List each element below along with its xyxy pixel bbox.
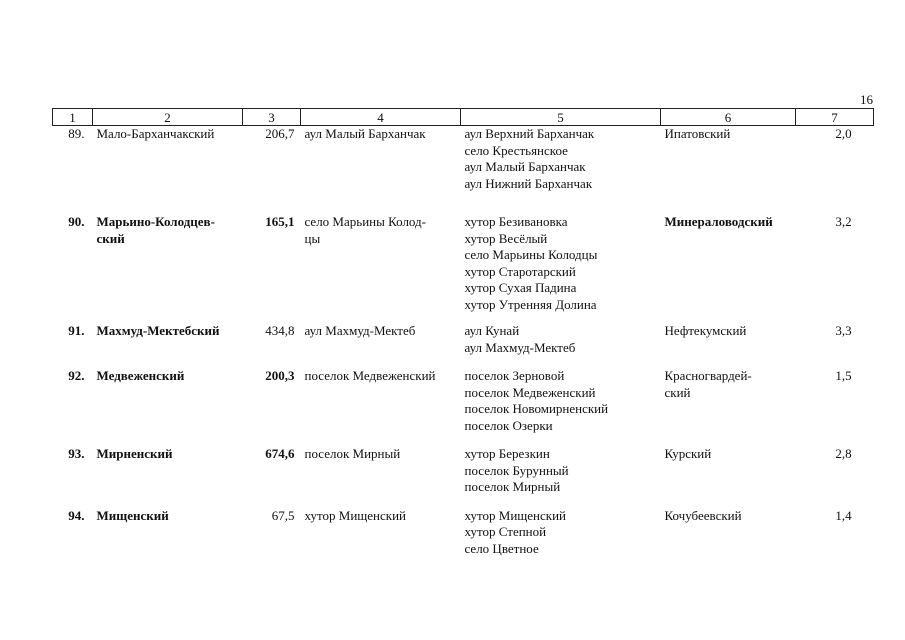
- district-name: [661, 368, 796, 446]
- density-value-text: 1,4: [835, 507, 852, 523]
- density-value: [796, 508, 874, 558]
- row-number-text: 94.: [68, 507, 85, 523]
- table-row: [53, 126, 874, 215]
- municipality-name-line: Марьино-Колодцев-: [96, 214, 215, 229]
- settlement-list-line: поселок Озерки: [464, 417, 553, 433]
- area-value: [243, 126, 301, 215]
- table-row: [53, 214, 874, 323]
- density-value: [796, 126, 874, 215]
- column-header-3: 3: [243, 109, 301, 126]
- settlement-list-line: аул Нижний Барханчак: [464, 175, 593, 191]
- area-value-text: 674,6: [265, 446, 295, 461]
- column-header-1: 1: [53, 109, 93, 126]
- district-name-line: Ипатовский: [664, 126, 731, 141]
- district-name-line: Красногвардей-: [664, 368, 752, 383]
- settlement-list-line: хутор Старотарский: [464, 263, 576, 279]
- settlement-list: [461, 368, 661, 446]
- settlement-list-line: хутор Березкин: [464, 446, 550, 461]
- table-row: [53, 323, 874, 368]
- column-header-2: 2: [93, 109, 243, 126]
- row-number: [53, 323, 93, 368]
- settlement-list-line: аул Малый Барханчак: [464, 159, 586, 174]
- row-number-text: 89.: [68, 126, 85, 141]
- municipality-name: [93, 508, 243, 558]
- settlement-list-line: село Марьины Колодцы: [464, 247, 598, 262]
- area-value: [243, 508, 301, 558]
- settlement-list-line: аул Кунай: [464, 323, 520, 338]
- settlement-list-line: поселок Медвеженский: [464, 384, 596, 400]
- density-value-text: 3,3: [835, 323, 852, 338]
- settlement-list-line: хутор Утренняя Долина: [464, 296, 597, 312]
- area-value-text: 434,8: [265, 323, 295, 338]
- column-header-5: 5: [461, 109, 661, 126]
- row-number-text: 91.: [68, 323, 85, 338]
- admin-center-line: аул Махмуд-Мектеб: [304, 323, 416, 338]
- row-number: [53, 214, 93, 323]
- settlement-list-line: село Крестьянское: [464, 142, 568, 158]
- row-number: [53, 508, 93, 558]
- municipality-name-line: Мало-Барханчакский: [96, 126, 215, 141]
- settlement-list-line: хутор Безивановка: [464, 214, 568, 229]
- area-value-text: 165,1: [265, 214, 295, 229]
- settlement-list-line: поселок Зерновой: [464, 368, 565, 383]
- area-value-text: 206,7: [265, 126, 295, 141]
- settlements-table: [52, 108, 874, 557]
- district-name: [661, 323, 796, 368]
- area-value-text: 200,3: [265, 368, 295, 383]
- settlement-list-line: село Цветное: [464, 540, 539, 556]
- settlement-list-line: хутор Сухая Падина: [464, 280, 577, 295]
- admin-center: [301, 214, 461, 323]
- municipality-name: [93, 323, 243, 368]
- area-value: [243, 214, 301, 323]
- settlement-list-line: аул Махмуд-Мектеб: [464, 339, 576, 355]
- admin-center: [301, 446, 461, 508]
- municipality-name-line: ский: [96, 230, 125, 246]
- row-number: [53, 446, 93, 508]
- settlement-list: [461, 508, 661, 558]
- district-name-line: Минераловодский: [664, 214, 773, 229]
- settlement-list: [461, 214, 661, 323]
- settlement-list: [461, 446, 661, 508]
- admin-center-line: поселок Мирный: [304, 446, 401, 461]
- page-number: 16: [860, 92, 873, 107]
- area-value-text: 67,5: [271, 507, 295, 523]
- district-name-line: Кочубеевский: [664, 507, 742, 523]
- density-value-text: 3,2: [835, 214, 852, 229]
- table-row: [53, 508, 874, 558]
- district-name-line: Нефтекумский: [664, 323, 747, 338]
- area-value: [243, 446, 301, 508]
- density-value-text: 2,8: [835, 446, 852, 461]
- admin-center: [301, 368, 461, 446]
- column-header-7: 7: [796, 109, 874, 126]
- settlement-list-line: аул Верхний Барханчак: [464, 126, 595, 141]
- area-value: [243, 323, 301, 368]
- table-body: [53, 126, 874, 558]
- admin-center: [301, 126, 461, 215]
- district-name-line: ский: [664, 384, 691, 400]
- table-row: [53, 446, 874, 508]
- admin-center-line: аул Малый Барханчак: [304, 126, 426, 141]
- settlement-list-line: хутор Мищенский: [464, 507, 567, 523]
- density-value: [796, 214, 874, 323]
- density-value-text: 1,5: [835, 368, 852, 383]
- admin-center-line: село Марьины Колод-: [304, 214, 427, 229]
- settlement-list: [461, 126, 661, 215]
- district-name: [661, 214, 796, 323]
- settlement-list-line: поселок Новомирненский: [464, 401, 609, 416]
- column-header-6: 6: [661, 109, 796, 126]
- density-value: [796, 368, 874, 446]
- area-value: [243, 368, 301, 446]
- row-number: [53, 126, 93, 215]
- district-name: [661, 126, 796, 215]
- settlement-list-line: поселок Бурунный: [464, 462, 569, 478]
- column-number-header-row: [53, 109, 874, 126]
- density-value: [796, 323, 874, 368]
- settlement-list-line: поселок Мирный: [464, 479, 561, 494]
- district-name: [661, 508, 796, 558]
- admin-center: [301, 508, 461, 558]
- municipality-name: [93, 214, 243, 323]
- settlement-list: [461, 323, 661, 368]
- column-header-4: 4: [301, 109, 461, 126]
- municipality-name-line: Махмуд-Мектебский: [96, 323, 220, 338]
- municipality-name: [93, 368, 243, 446]
- settlement-list-line: хутор Степной: [464, 524, 547, 539]
- settlement-list-line: хутор Весёлый: [464, 230, 548, 246]
- row-number-text: 93.: [68, 446, 85, 461]
- admin-center-line: хутор Мищенский: [304, 507, 407, 523]
- row-number-text: 92.: [68, 368, 85, 383]
- admin-center: [301, 323, 461, 368]
- density-value: [796, 446, 874, 508]
- admin-center-line: поселок Медвеженский: [304, 368, 436, 383]
- district-name-line: Курский: [664, 446, 712, 461]
- row-number: [53, 368, 93, 446]
- district-name: [661, 446, 796, 508]
- municipality-name-line: Мищенский: [96, 507, 169, 523]
- municipality-name: [93, 126, 243, 215]
- density-value-text: 2,0: [835, 126, 852, 141]
- municipality-name-line: Медвеженский: [96, 368, 185, 383]
- municipality-name: [93, 446, 243, 508]
- table-row: [53, 368, 874, 446]
- row-number-text: 90.: [68, 214, 85, 229]
- admin-center-line: цы: [304, 230, 321, 246]
- municipality-name-line: Мирненский: [96, 446, 173, 461]
